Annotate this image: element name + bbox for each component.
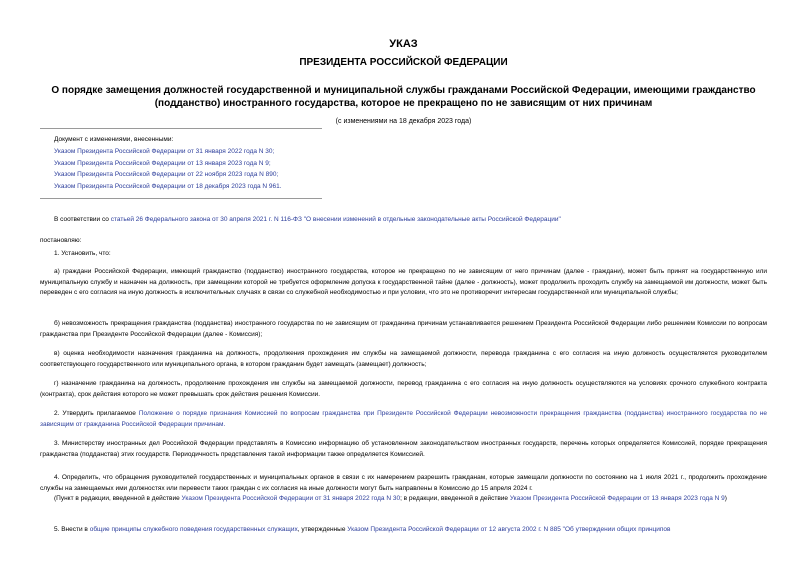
changes-intro: Документ с изменениями, внесенными:: [54, 136, 174, 143]
change-link-4[interactable]: Указом Президента Российской Федерации от 18 декабря 2023 года N 961.: [54, 183, 282, 191]
note-link-1[interactable]: Указом Президента Российской Федерации от 31 января 2022 года N 30: [181, 495, 401, 502]
change-link-1[interactable]: Указом Президента Российской Федерации от 31 января 2022 года N 30;: [54, 147, 275, 155]
decree-word: постановляю:: [40, 237, 82, 244]
paragraph-2-text: 2. Утвердить прилагаемое: [54, 410, 139, 417]
paragraph-4-note: [40, 494, 767, 505]
paragraph-3: 3. Министерству иностранных дел Российской Федерации представлять в Комиссию информацию об установленном законодательством иностранных государств, перечень которых определяется Комиссией, порядке прекращения гражданства (подданства) этих государств. Периодичность представления такой информации также определяется Комиссией.: [40, 440, 767, 458]
decree-885-link[interactable]: Указом Президента Российской Федерации от 12 августа 2002 г. N 885 "Об утверждении общих принципов: [347, 526, 671, 533]
paragraph-5-text-2: , утвержденные: [297, 526, 348, 533]
change-link-3[interactable]: Указом Президента Российской Федерации от 22 ноября 2023 года N 890;: [54, 171, 279, 179]
note-link-2[interactable]: Указом Президента Российской Федерации от 13 января 2023 года N 9: [509, 495, 725, 502]
preamble-law-link[interactable]: статьей 26 Федерального закона от 30 апреля 2021 г. N 116-ФЗ "О внесении изменений в отдельные законодательные акты Российской Федерации": [110, 216, 561, 223]
document-title: УКАЗ: [389, 38, 418, 50]
principles-link[interactable]: общие принципы служебного поведения государственных служащих: [89, 526, 298, 533]
preamble-text: В соответствии со: [54, 216, 111, 223]
document-subtitle: ПРЕЗИДЕНТА РОССИЙСКОЙ ФЕДЕРАЦИИ: [299, 57, 508, 68]
paragraph-1: 1. Установить, что:: [54, 250, 111, 257]
paragraph-1b: б) невозможность прекращения гражданства (подданства) иностранного государства по не зависящим от гражданина причинам устанавливается решением Президента Российской Федерации либо решением Комиссии по вопросам гражданства при Президенте Российской Федерации (далее - Комиссия);: [40, 320, 767, 338]
paragraph-5: [40, 525, 767, 536]
paragraph-2: [40, 409, 767, 430]
amendment-note: (с изменениями на 18 декабря 2023 года): [335, 118, 472, 125]
paragraph-1c: в) оценка необходимости назначения гражданина на должность, продолжения прохождения им службы на замещаемой должности, перевода гражданина с его согласия на иную должность осуществляется руководителем соответствующего государственного или муниципального органа, в котором гражданин будет замещать (замещает) должность;: [40, 350, 767, 368]
changes-box: [40, 128, 322, 199]
change-link-2[interactable]: Указом Президента Российской Федерации от 13 января 2023 года N 9;: [54, 159, 271, 167]
preamble: [40, 215, 767, 226]
paragraph-4: 4. Определить, что обращения руководителей государственных и муниципальных органов в связи с их намерением разрешить гражданам, которые замещали должности по состоянию на 1 июля 2021 г., продолжить прохождение службы на замещаемых ими должностях или перевести таких граждан с их согласия на иные должности могут быть направлены в Комиссию до 15 апреля 2024 г.: [40, 474, 767, 492]
document-heading: О порядке замещения должностей государственной и муниципальной службы гражданами Российской Федерации, имеющими гражданство (подданство) иностранного государства, которое не прекращено по не зависящим от них причинам: [51, 85, 756, 109]
paragraph-1d: г) назначение гражданина на должность, продолжение прохождения им службы на замещаемой должности, перевод гражданина с его согласия на иную должность осуществляются на условиях срочного служебного контракта (контракта), срок действия которого не может превышать срок действия решения Комиссии.: [40, 380, 767, 398]
note-text-3: ): [724, 495, 727, 502]
paragraph-5-text-1: 5. Внести в: [54, 526, 90, 533]
note-text-2: ; в редакции, введенной в действие: [400, 495, 510, 502]
note-text-1: (Пункт в редакции, введенной в действие: [54, 495, 182, 502]
paragraph-1a: а) граждани Российской Федерации, имеющий гражданство (подданство) иностранного государства, которое не прекращено по не зависящим от него причинам (далее - граждани), может быть принят на государственную или муниципальную службу и назначен на должность, при замещении которой не требуется оформление допуска к государственной тайне (далее - должность), может продолжить проходить службу на замещаемой им должности, может быть переведен с его согласия на иную должность в исключительных случаях в связи со служебной необходимостью и при условии, что это не противоречит интересам государственной или муниципальной службы;: [40, 268, 767, 297]
regulation-link[interactable]: Положение о порядке признания Комиссией по вопросам гражданства при Президенте Российской Федерации невозможности прекращения гражданства (подданства) иностранного государства по не зависящим от гражданина Российской Федерации причинам.: [40, 410, 767, 428]
